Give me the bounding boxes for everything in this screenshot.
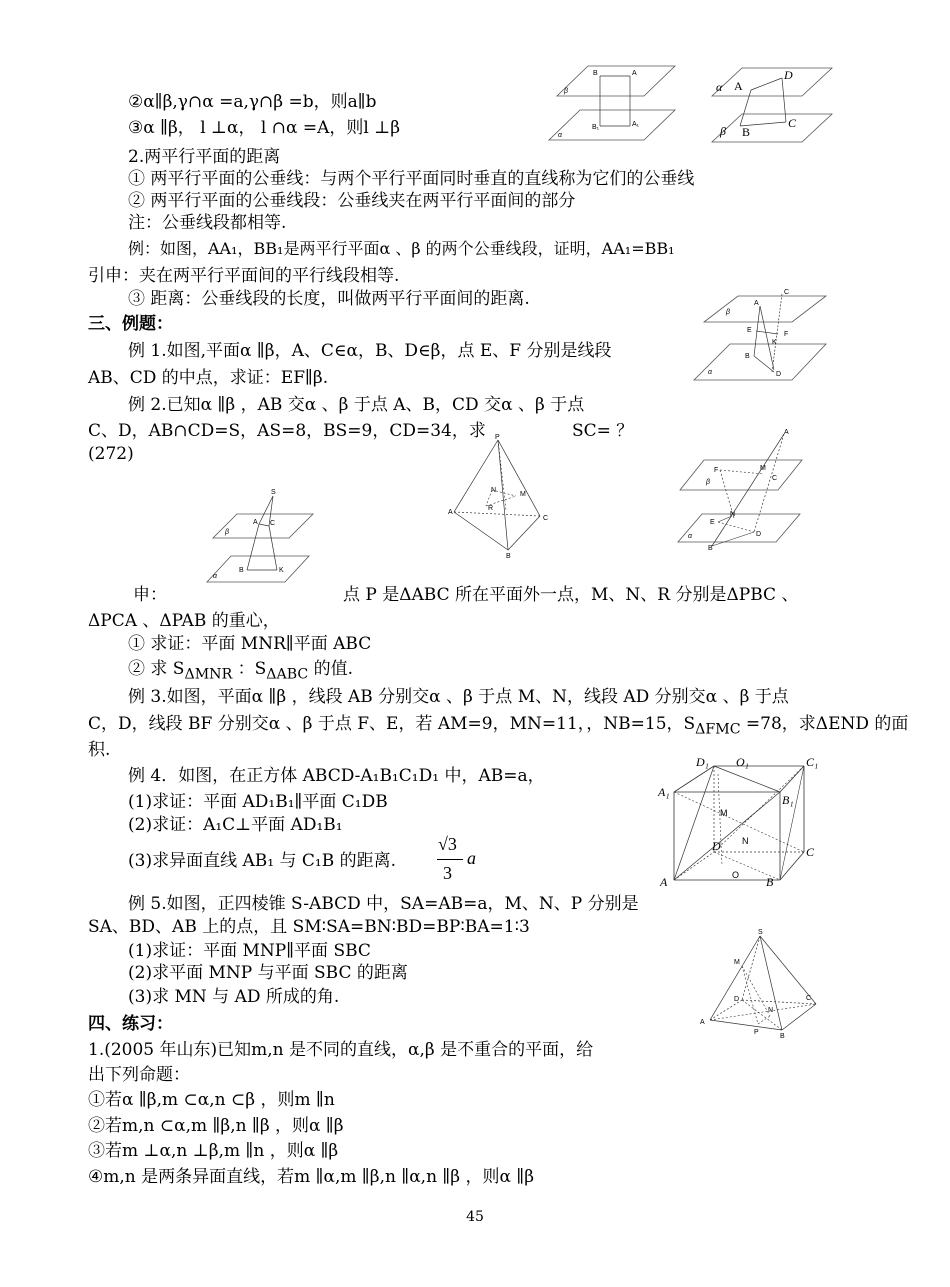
- text-line: C，D，线段 BF 分别交α 、β 于点 F、E，若 AM=9，MN=11，，NB=15，$S_{\Delta FMC} =78$，求ΔEND 的面: [88, 714, 909, 738]
- text-line: 例：如图，AA₁，BB₁是两平行平面α 、β 的两个公垂线段，证明，AA₁=BB₁: [128, 239, 675, 258]
- label: B: [745, 353, 750, 360]
- section-heading: 三、例题：: [88, 314, 173, 334]
- text-line: (1)求证：平面 MNP∥平面 SBC: [128, 941, 371, 961]
- figure-example-2: [203, 486, 315, 596]
- label: C₁: [806, 755, 819, 769]
- page-number: 45: [466, 1209, 484, 1225]
- text-line: 例 4．如图，在正方体 ABCD-A₁B₁C₁D₁ 中，AB=a，: [128, 766, 545, 786]
- text-line: ③α ∥β， l ⊥α， l ∩α =A，则l ⊥β: [128, 118, 401, 138]
- label: N: [730, 511, 736, 518]
- label: A: [632, 70, 637, 77]
- label: D: [776, 371, 782, 378]
- label: C: [270, 520, 276, 527]
- text-line: ②α∥β,γ∩α =a,γ∩β =b，则a∥b: [128, 92, 377, 112]
- label: C: [543, 515, 549, 522]
- figure-example-1: [692, 284, 830, 388]
- label: β: [720, 124, 726, 138]
- label: α: [688, 533, 692, 540]
- label: C: [788, 116, 797, 130]
- text-line: ② 求 $S_{\Delta MNR}$ ：$S_{\Delta ABC}$ 的值.: [128, 659, 354, 683]
- label: B: [780, 1033, 785, 1040]
- text-line: C、D，AB∩CD=S，AS=8，BS=9，CD=34，求: [88, 421, 486, 441]
- label: N: [742, 836, 749, 846]
- text-line: 点 P 是ΔABC 所在平面外一点，M、N、R 分别是ΔPBC 、: [343, 585, 799, 605]
- label: C: [806, 995, 812, 1002]
- figure-cube: [656, 756, 826, 894]
- label: α: [708, 369, 712, 376]
- text-line: 积.: [88, 740, 111, 760]
- text-line: 申：: [133, 585, 167, 605]
- label: P: [495, 434, 500, 441]
- text-line: (2)求平面 MNP 与平面 SBC 的距离: [128, 963, 408, 983]
- label: S: [758, 929, 763, 936]
- label: A: [448, 509, 453, 516]
- label: β: [225, 529, 229, 536]
- text-line: SA、BD、AB 上的点，且 SM∶SA=BN∶BD=BP∶BA=1∶3: [88, 917, 530, 937]
- text-line: ③若m ⊥α,n ⊥β,m ∥n ，则α ∥β: [88, 1141, 339, 1161]
- label: A: [784, 429, 789, 436]
- text-line: 例 3.如图，平面α ∥β ，线段 AB 分别交α 、β 于点 M、N，线段 AD 分别交α 、β 于点: [128, 687, 789, 707]
- label: α: [213, 573, 217, 580]
- text-line: ① 两平行平面的公垂线：与两个平行平面同时垂直的直线称为它们的公垂线: [128, 169, 695, 189]
- label: S: [271, 489, 276, 496]
- label: E: [747, 327, 752, 334]
- label: F: [784, 331, 789, 338]
- figure-example-3: [672, 430, 806, 558]
- text-line: AB、CD 的中点，求证：EF∥β.: [88, 368, 329, 388]
- label: B: [708, 545, 713, 552]
- label: A: [253, 519, 258, 526]
- label: β: [564, 88, 568, 95]
- fraction-denominator: 3: [443, 863, 452, 883]
- label: M: [520, 491, 526, 498]
- fraction-bar: [437, 859, 463, 860]
- label: N: [491, 487, 497, 494]
- label: B: [593, 70, 598, 77]
- label: O: [732, 870, 740, 880]
- label: A: [700, 1019, 705, 1026]
- label: A: [660, 875, 668, 889]
- label: B: [239, 567, 244, 574]
- text-line: ΔPCA 、ΔPAB 的重心，: [88, 611, 280, 631]
- label: β: [706, 479, 710, 486]
- label: D: [712, 839, 721, 853]
- label: C: [772, 475, 778, 482]
- label: M: [720, 808, 728, 818]
- label: D: [784, 68, 793, 82]
- label: A₁: [632, 121, 640, 128]
- text-line: 例 5.如图，正四棱锥 S-ABCD 中，SA=AB=a，M、N、P 分别是: [128, 894, 639, 914]
- text-line: 2.两平行平面的距离: [128, 147, 281, 167]
- text-line: (3)求 MN 与 AD 所成的角.: [128, 987, 340, 1007]
- text-line: SC= ？: [572, 421, 634, 441]
- label: F: [714, 467, 719, 474]
- text-line: 出下列命题：: [88, 1065, 190, 1085]
- label: P: [754, 1029, 759, 1036]
- text-line: (2)求证：A₁C⊥平面 AD₁B₁: [128, 815, 343, 835]
- text-line: ①若α ∥β,m ⊂α,n ⊂β ，则m ∥n: [88, 1090, 335, 1110]
- text-line: ② 两平行平面的公垂线段：公垂线夹在两平行平面间的部分: [128, 191, 576, 211]
- label: M: [760, 465, 766, 472]
- text-line: 例 1.如图,平面α ∥β，A、C∈α，B、D∈β，点 E、F 分别是线段: [128, 341, 612, 361]
- label: B: [506, 553, 511, 560]
- text-line: 例 2.已知α ∥β ，AB 交α 、β 于点 A、B，CD 交α 、β 于点: [128, 395, 585, 415]
- text-line: 1.(2005 年山东)已知m,n 是不同的直线，α,β 是不重合的平面，给: [88, 1040, 594, 1060]
- fraction-variable: a: [467, 848, 476, 868]
- label: α: [558, 132, 562, 139]
- label: A₁: [658, 785, 670, 799]
- label: B₁: [782, 793, 794, 807]
- label: A: [734, 79, 743, 93]
- text-line: 引申：夹在两平行平面间的平行线段相等.: [88, 266, 400, 286]
- fraction-numerator: √3: [438, 834, 457, 854]
- label: B: [766, 875, 774, 889]
- figure-pyramid-pabc: [446, 432, 558, 564]
- label: B₁: [592, 124, 600, 131]
- figure-parallel-planes-1: [548, 64, 676, 148]
- label: R: [488, 505, 494, 512]
- label: B: [742, 125, 751, 139]
- figure-parallel-planes-2: [706, 66, 836, 148]
- label: K: [279, 567, 284, 574]
- text-line: (272): [88, 444, 134, 464]
- label: M: [734, 959, 740, 966]
- text-line: ① 求证：平面 MNR∥平面 ABC: [128, 634, 372, 654]
- text-line: ④m,n 是两条异面直线，若m ∥α,m ∥β,n ∥α,n ∥β ，则α ∥β: [88, 1167, 535, 1187]
- text-line: 注：公垂线段都相等.: [128, 213, 287, 233]
- label: D: [756, 531, 762, 538]
- label: β: [726, 309, 730, 316]
- label: A: [754, 300, 759, 307]
- answer-fraction: [435, 834, 483, 886]
- text-line: ③ 距离：公垂线段的长度，叫做两平行平面间的距离.: [128, 289, 530, 309]
- text-line: (3)求异面直线 AB₁ 与 C₁B 的距离.: [128, 851, 396, 871]
- label: α: [716, 80, 723, 94]
- text-line: (1)求证：平面 AD₁B₁∥平面 C₁DB: [128, 792, 388, 812]
- label: O₁: [736, 755, 749, 769]
- label: C: [784, 289, 790, 296]
- label: E: [710, 519, 715, 526]
- label: C: [806, 845, 815, 859]
- label: D: [734, 996, 740, 1003]
- section-heading: 四、练习：: [88, 1014, 173, 1034]
- label: N: [768, 1007, 774, 1014]
- figure-pyramid-sabcd: [696, 926, 826, 1042]
- text-line: ②若m,n ⊂α,m ∥β,n ∥β ，则α ∥β: [88, 1116, 344, 1136]
- label: D₁: [696, 755, 709, 769]
- label: K: [772, 339, 777, 346]
